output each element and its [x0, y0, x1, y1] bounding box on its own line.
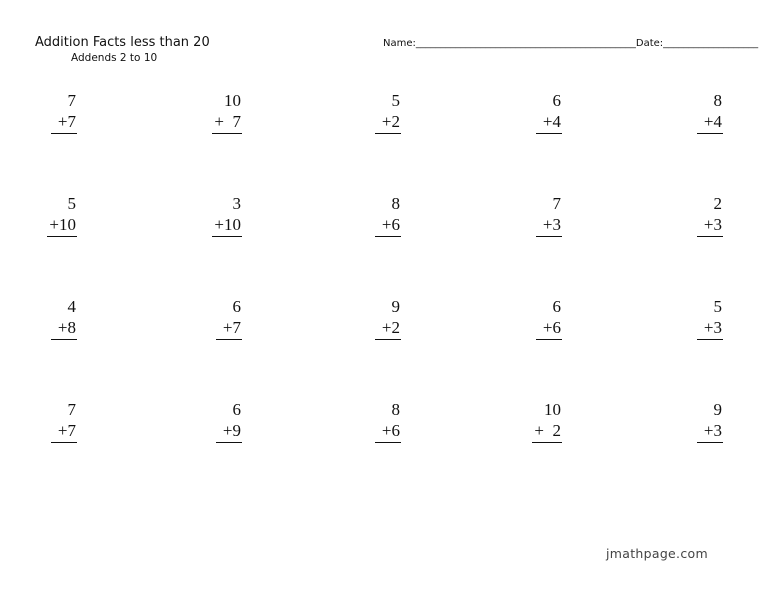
answer-rule [51, 133, 77, 134]
addition-problem [683, 298, 723, 348]
addend-bottom: +3 [542, 215, 561, 234]
addend-top: 8 [391, 400, 400, 419]
addition-problem [37, 298, 77, 348]
worksheet-title: Addition Facts less than 20 [35, 35, 210, 50]
answer-rule [536, 133, 562, 134]
name-date-line [383, 38, 758, 49]
answer-rule [375, 442, 401, 443]
addend-bottom: + 2 [534, 421, 561, 440]
answer-rule [216, 339, 242, 340]
name-label: Name: [383, 38, 416, 49]
answer-rule [697, 442, 723, 443]
answer-rule [375, 339, 401, 340]
addition-problem [683, 195, 723, 245]
answer-rule [536, 339, 562, 340]
addition-problem [683, 401, 723, 451]
addition-problem [202, 401, 242, 451]
answer-rule [697, 133, 723, 134]
addend-bottom: +6 [542, 318, 561, 337]
addend-top: 7 [67, 91, 76, 110]
addend-top: 5 [391, 91, 400, 110]
answer-rule [51, 442, 77, 443]
addition-problem [202, 92, 242, 142]
addend-bottom: +7 [57, 112, 76, 131]
addend-top: 9 [391, 297, 400, 316]
addend-top: 7 [552, 194, 561, 213]
answer-rule [212, 133, 242, 134]
addition-problem [683, 92, 723, 142]
addend-bottom: + 7 [214, 112, 241, 131]
answer-rule [47, 236, 77, 237]
addend-bottom: +8 [57, 318, 76, 337]
addend-top: 10 [224, 91, 241, 110]
addend-top: 5 [713, 297, 722, 316]
addition-problem [202, 298, 242, 348]
date-label: Date: [635, 38, 664, 49]
answer-rule [697, 236, 723, 237]
date-blank: ___________________ [663, 38, 759, 49]
addition-problem [361, 92, 401, 142]
answer-rule [375, 133, 401, 134]
addend-bottom: +6 [381, 215, 400, 234]
addition-problem [37, 92, 77, 142]
addend-top: 5 [67, 194, 76, 213]
addend-bottom: +9 [222, 421, 241, 440]
addend-top: 2 [713, 194, 722, 213]
addend-bottom: +10 [49, 215, 76, 234]
addend-top: 6 [552, 91, 561, 110]
addend-bottom: +6 [381, 421, 400, 440]
addition-problem [522, 298, 562, 348]
addend-top: 6 [232, 400, 241, 419]
addition-problem [522, 92, 562, 142]
addend-top: 7 [67, 400, 76, 419]
addition-problem [202, 195, 242, 245]
addend-top: 3 [232, 194, 241, 213]
addend-bottom: +3 [703, 318, 722, 337]
addition-problem [522, 401, 562, 451]
answer-rule [212, 236, 242, 237]
name-blank: ____________________________________________ [415, 38, 636, 49]
addend-top: 9 [713, 400, 722, 419]
addition-problem [37, 195, 77, 245]
answer-rule [216, 442, 242, 443]
addition-problem [361, 401, 401, 451]
addend-bottom: +4 [542, 112, 561, 131]
addend-top: 6 [552, 297, 561, 316]
addend-bottom: +2 [381, 112, 400, 131]
addend-bottom: +7 [57, 421, 76, 440]
addend-bottom: +3 [703, 215, 722, 234]
answer-rule [536, 236, 562, 237]
addend-top: 8 [713, 91, 722, 110]
addition-problem [361, 298, 401, 348]
addition-problem [522, 195, 562, 245]
addend-bottom: +2 [381, 318, 400, 337]
site-watermark: jmathpage.com [606, 546, 708, 561]
answer-rule [51, 339, 77, 340]
addend-bottom: +4 [703, 112, 722, 131]
addend-top: 10 [544, 400, 561, 419]
answer-rule [532, 442, 562, 443]
addition-problem [361, 195, 401, 245]
addend-bottom: +7 [222, 318, 241, 337]
addend-top: 8 [391, 194, 400, 213]
addend-bottom: +3 [703, 421, 722, 440]
answer-rule [375, 236, 401, 237]
answer-rule [697, 339, 723, 340]
addend-top: 6 [232, 297, 241, 316]
worksheet-subtitle: Addends 2 to 10 [71, 52, 158, 64]
addend-top: 4 [67, 297, 76, 316]
addition-problem [37, 401, 77, 451]
addend-bottom: +10 [214, 215, 241, 234]
